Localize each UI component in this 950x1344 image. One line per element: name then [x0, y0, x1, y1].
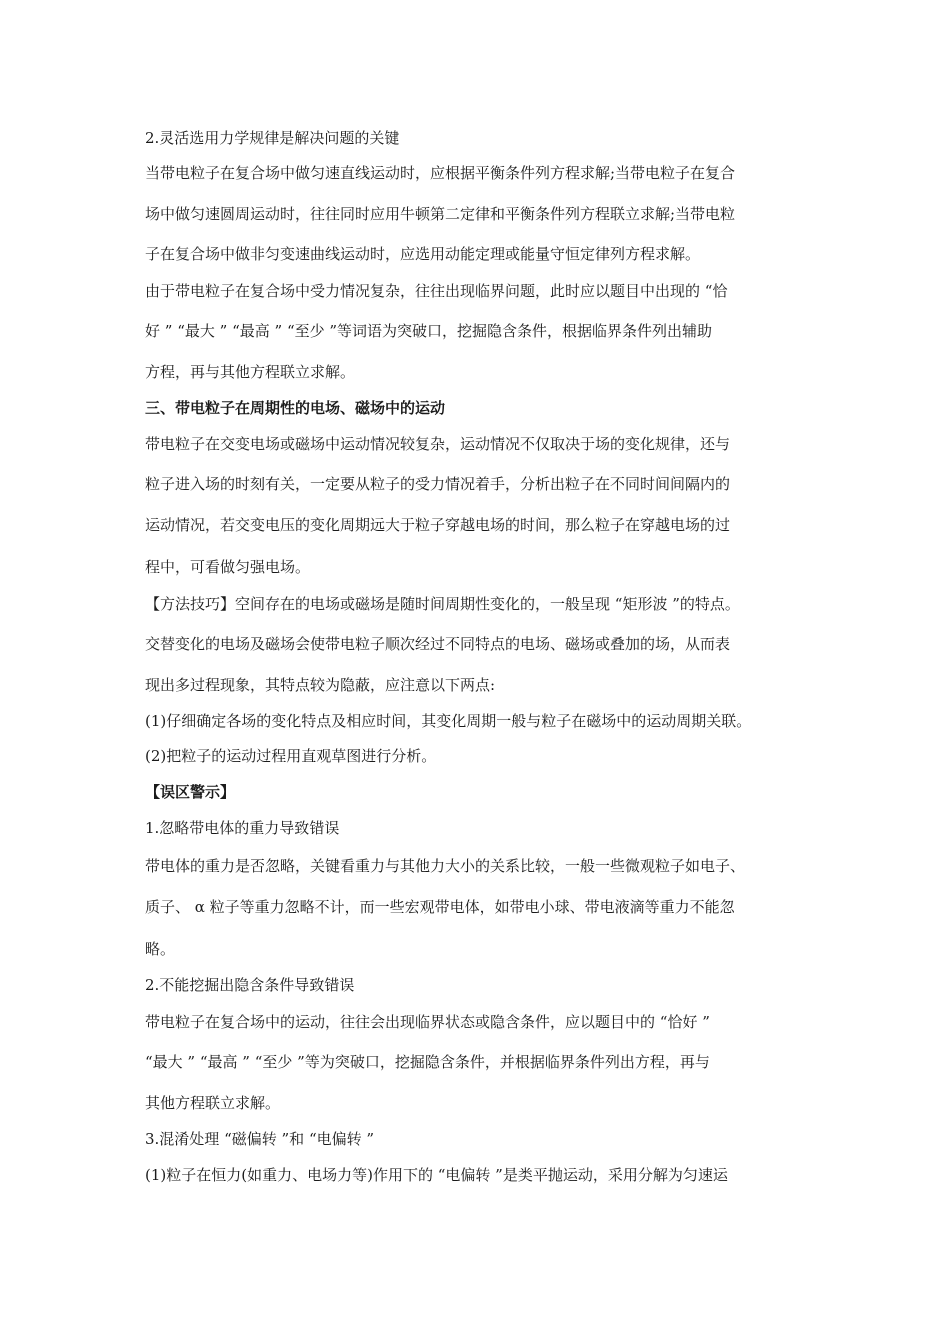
paragraph-line: 带电粒子在复合场中的运动，往往会出现临界状态或隐含条件，应以题目中的 “恰好 ”	[145, 1013, 710, 1031]
paragraph-line: 方程，再与其他方程联立求解。	[145, 363, 356, 381]
paragraph-line: 交替变化的电场及磁场会使带电粒子顺次经过不同特点的电场、磁场或叠加的场，从而表	[145, 635, 731, 653]
paragraph-line: 现出多过程现象，其特点较为隐蔽，应注意以下两点:	[145, 676, 496, 694]
paragraph-line: 粒子进入场的时刻有关，一定要从粒子的受力情况着手，分析出粒子在不同时间间隔内的	[145, 475, 731, 493]
subheading-line: 2.不能挖掘出隐含条件导致错误	[145, 976, 355, 994]
paragraph-line: 程中，可看做匀强电场。	[145, 558, 311, 576]
subheading-line: 2.灵活选用力学规律是解决问题的关键	[145, 129, 400, 147]
method-tips-line: 【方法技巧】空间存在的电场或磁场是随时间周期性变化的，一般呈现 “矩形波 ”的特点。	[145, 595, 740, 613]
list-item: (2)把粒子的运动过程用直观草图进行分析。	[145, 747, 437, 765]
paragraph-line: 由于带电粒子在复合场中受力情况复杂，往往出现临界问题，此时应以题目中出现的 “恰	[145, 282, 728, 300]
paragraph-line: 场中做匀速圆周运动时，往往同时应用牛顿第二定律和平衡条件列方程联立求解;当带电粒	[145, 205, 736, 223]
subheading-line: 3.混淆处理 “磁偏转 ”和 “电偏转 ”	[145, 1130, 375, 1148]
subheading-line: 1.忽略带电体的重力导致错误	[145, 819, 340, 837]
section-heading: 三、带电粒子在周期性的电场、磁场中的运动	[145, 399, 446, 417]
paragraph-line: 子在复合场中做非匀变速曲线运动时，应选用动能定理或能量守恒定律列方程求解。	[145, 245, 701, 263]
list-item: (1)仔细确定各场的变化特点及相应时间，其变化周期一般与粒子在磁场中的运动周期关联。	[145, 712, 752, 730]
paragraph-line: 当带电粒子在复合场中做匀速直线运动时，应根据平衡条件列方程求解;当带电粒子在复合	[145, 164, 736, 182]
list-item: (1)粒子在恒力(如重力、电场力等)作用下的 “电偏转 ”是类平抛运动，采用分解为匀速运	[145, 1166, 728, 1184]
paragraph-line: 运动情况，若交变电压的变化周期远大于粒子穿越电场的时间，那么粒子在穿越电场的过	[145, 516, 731, 534]
misconception-heading: 【误区警示】	[145, 783, 236, 801]
paragraph-line: 带电粒子在交变电场或磁场中运动情况较复杂，运动情况不仅取决于场的变化规律，还与	[145, 435, 731, 453]
paragraph-line: 质子、 α 粒子等重力忽略不计，而一些宏观带电体，如带电小球、带电液滴等重力不能忽	[145, 898, 735, 916]
paragraph-line: 其他方程联立求解。	[145, 1094, 281, 1112]
paragraph-line: 略。	[145, 940, 176, 958]
paragraph-line: “最大 ” “最高 ” “至少 ”等为突破口，挖掘隐含条件，并根据临界条件列出方程，再与	[145, 1053, 710, 1071]
paragraph-line: 带电体的重力是否忽略，关键看重力与其他力大小的关系比较，一般一些微观粒子如电子、	[145, 857, 746, 875]
paragraph-line: 好 ” “最大 ” “最高 ” “至少 ”等词语为突破口，挖掘隐含条件，根据临界条件列出辅助	[145, 322, 713, 340]
